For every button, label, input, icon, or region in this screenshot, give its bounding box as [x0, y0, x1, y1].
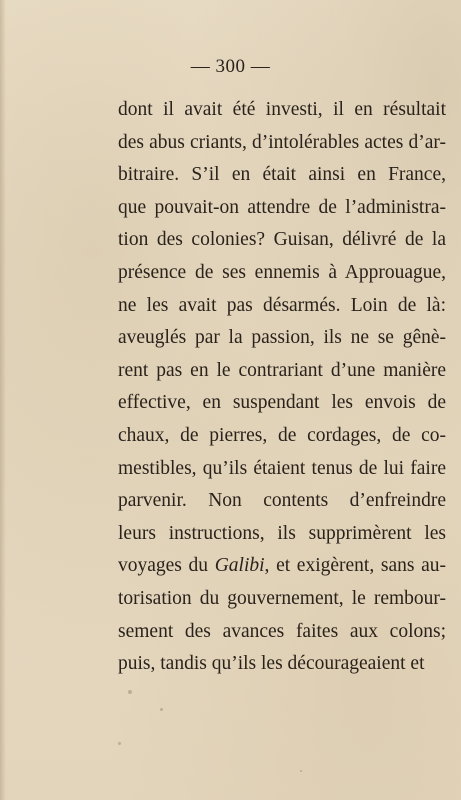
text-line-10: effective, en suspendant les envois de [118, 392, 446, 414]
text-line-8: aveuglés par la passion, ils ne se gênè- [118, 327, 446, 349]
foxing-spot [118, 742, 121, 745]
text-line-12: mestibles, qu’ils étaient tenus de lui faire [118, 457, 446, 479]
body-text [118, 94, 446, 681]
foxing-spot [160, 708, 163, 711]
text-line-18: puis, tandis qu’ils les décourageaient et [118, 653, 425, 675]
ship-name-italic: Galibi [214, 555, 265, 577]
text-line-4: que pouvait-on attendre de l’administra- [118, 196, 446, 218]
text-line-11: chaux, de pierres, de cordages, de co- [118, 424, 446, 446]
text-line-6: présence de ses ennemis à Approuague, [118, 261, 446, 283]
text-line-9: rent pas en le contrariant d’une manière [118, 359, 446, 381]
text-line-14: leurs instructions, ils supprimèrent les [118, 522, 446, 544]
text-line-5: tion des colonies? Guisan, délivré de la [118, 229, 446, 251]
page-edge-shadow [0, 0, 6, 800]
text-line-16: torisation du gouvernement, le rembour- [118, 587, 446, 609]
foxing-spot [128, 690, 132, 694]
text-line-7: ne les avait pas désarmés. Loin de là: [118, 294, 446, 316]
text-line-15 [118, 550, 446, 583]
text-line-1: dont il avait été investi, il en résultait [118, 99, 446, 120]
foxing-spot [300, 770, 302, 772]
text-line-13: parvenir. Non contents d’enfreindre [118, 490, 446, 512]
page-number: — 300 — [190, 56, 271, 77]
text-line-15-after: , et exigèrent, sans au- [264, 555, 446, 577]
text-line-15-before: voyages du [118, 555, 215, 577]
text-line-17: sement des avances faites aux colons; [118, 620, 446, 642]
text-line-2: des abus criants, d’intolérables actes d’ar- [118, 131, 446, 153]
text-line-3: bitraire. S’il en était ainsi en France, [118, 164, 446, 186]
